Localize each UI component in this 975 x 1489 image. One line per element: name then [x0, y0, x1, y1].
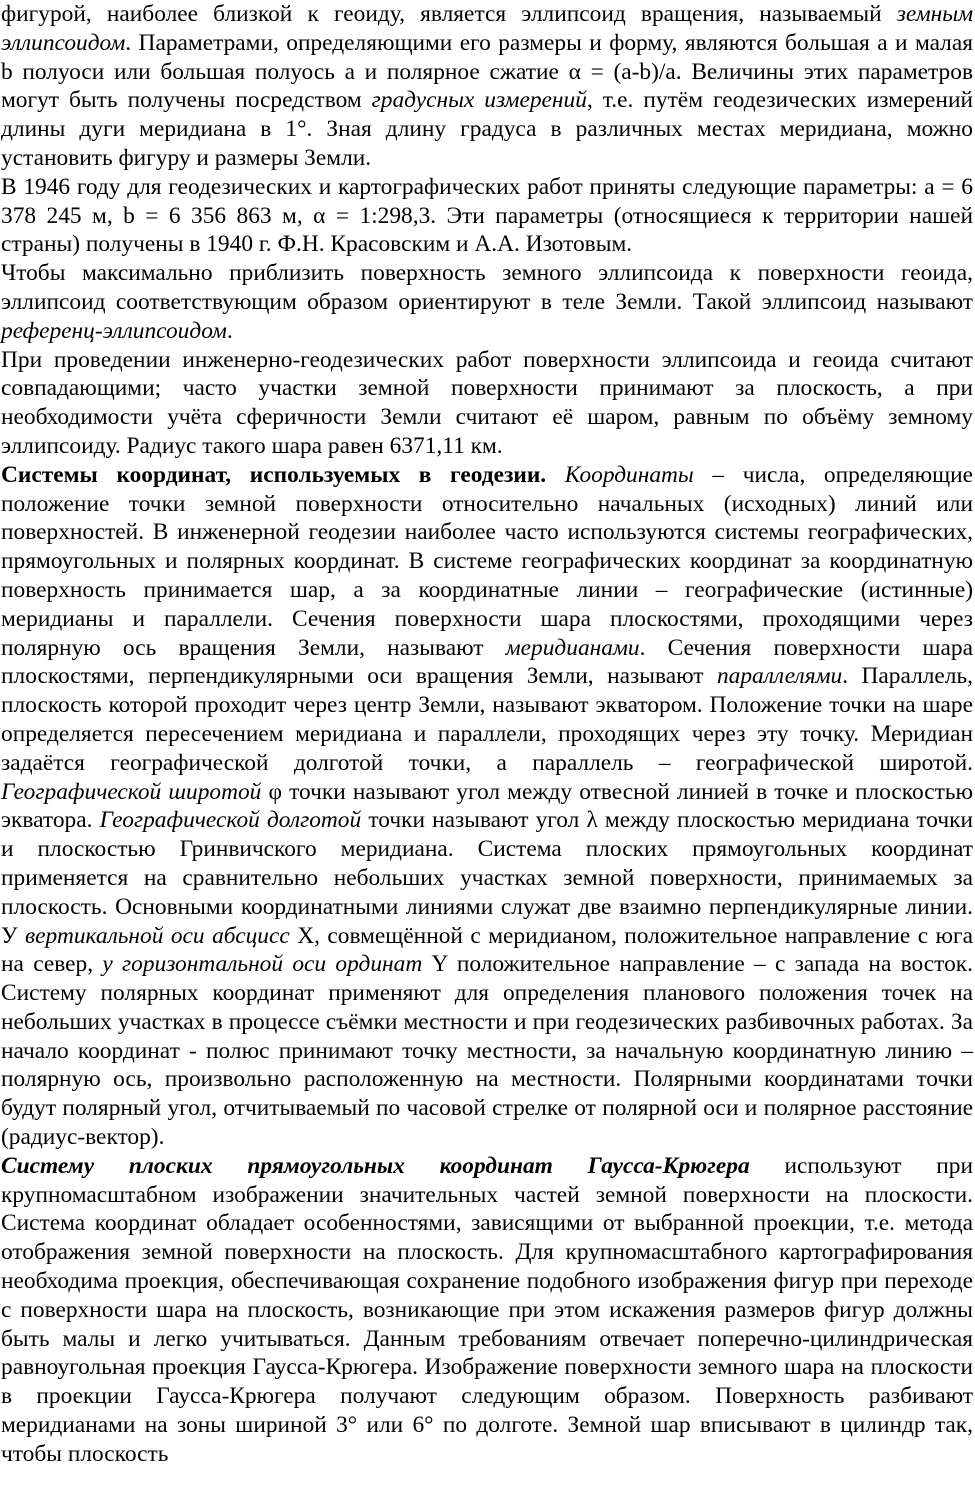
- text-run: .: [226, 317, 233, 344]
- term-meridians: меридианами: [505, 634, 640, 661]
- section-heading-coordinate-systems: Системы координат, используемых в геодезии.: [1, 461, 547, 488]
- paragraph-gauss-kruger: [1, 1152, 973, 1469]
- text-run: – числа, определяющие положение точки земной поверхности относительно начальных (исходных) линий или поверхностей. В инженерной геодезии наиболее часто используются системы географических, прямоугольных и полярных координат. В системе географических координат за координатную поверхность принимается шар, а за координатные линии – географические (истинные) меридианы и параллели. Сечения поверхности шара плоскостями, проходящими через полярную ось вращения Земли, называют: [1, 461, 973, 661]
- paragraph-reference-ellipsoid: [1, 259, 973, 345]
- term-geographic-longitude: Географической долготой: [99, 807, 362, 834]
- term-earth-ellipsoid: земным эллипсоидом: [1, 1, 973, 56]
- text-run: Чтобы максимально приблизить поверхность земного эллипсоида к поверхности геоида, эллипсоид соответствующим образом ориентируют в теле Земли. Такой эллипсоид называют: [1, 260, 973, 315]
- term-degree-measurements: градусных измерений: [371, 87, 587, 114]
- term-coordinates: Координаты: [564, 461, 694, 488]
- text-run: X, совмещённой с меридианом, положительное направление с юга на север,: [1, 922, 973, 978]
- text-run: фигурой, наиболее близкой к геоиду, является эллипсоид вращения, называемый: [1, 1, 897, 27]
- text-run: используют при крупномасштабном изображении значительных частей земной поверхности на плоскости. Система координат обладает особенностями, зависящими от выбранной проекции, т.е. метода отображения земной поверхности на плоскость. Для крупномасштабного картографирования необходима проекция, обеспечивающая сохранение подобного изображения фигур при переходе с поверхности шара на плоскость, возникающие при этом искажения размеров фигур должны быть малы и легко учитываться. Данным требованиям отвечает поперечно-цилиндрическая равноугольная проекция Гаусса-Крюгера. Изображение поверхности земного шара на плоскости в проекции Гаусса-Крюгера получают следующим образом. Поверхность разбивают меридианами на зоны шириной 3° или 6° по долготе. Земной шар вписывают в цилиндр так, чтобы плоскость: [1, 1152, 973, 1467]
- text-run: При проведении инженерно-геодезических работ поверхности эллипсоида и геоида считают совпадающими; часто участки земной поверхности принимают за плоскость, а при необходимости учёта сферичности Земли считают её шаром, равным по объёму земному эллипсоиду. Радиус такого шара равен 6371,11 км.: [1, 346, 973, 459]
- paragraph-coordinate-systems: [1, 461, 973, 1152]
- term-abscissa-axis: вертикальной оси абсцисс: [25, 922, 290, 949]
- paragraph-earth-ellipsoid: [1, 0, 973, 173]
- text-run: , т.е. путём геодезических измерений длины дуги меридиана в 1°. Зная длину градуса в различных местах меридиана, можно установить фигуру и размеры Земли.: [1, 87, 973, 171]
- text-run: . Параметрами, определяющими его размеры и форму, являются большая a и малая b полуоси или большая полуось a и полярное сжатие α = (a-b)/a. Величины этих параметров могут быть получены посредством: [1, 29, 973, 114]
- text-run: . Параллель, плоскость которой проходит через центр Земли, называют экватором. Положение точки на шаре определяется пересечением меридиана и параллели, проходящих через эту точку. Меридиан задаётся географической долготой точки, а параллель – географической широтой.: [1, 663, 973, 776]
- text-run: φ точки называют угол между отвесной линией в точке и плоскостью экватора.: [1, 778, 973, 834]
- term-ordinate-axis: у горизонтальной оси ординат: [102, 951, 423, 978]
- term-gauss-kruger-system: Систему плоских прямоугольных координат Гаусса-Крюгера: [1, 1152, 750, 1179]
- text-run: В 1946 году для геодезических и картографических работ приняты следующие параметры: a = 6 378 245 м, b = 6 356 863 м, α = 1:298,3. Эти параметры (относящиеся к территории нашей страны) получены в 1940 г. Ф.Н. Красовским и А.А. Изотовым.: [1, 173, 973, 258]
- text-run: [546, 462, 565, 488]
- text-run: . Сечения поверхности шара плоскостями, перпендикулярными оси вращения Земли, называют: [1, 634, 973, 690]
- term-parallels: параллелями: [716, 663, 843, 690]
- text-run: точки называют угол λ между плоскостью меридиана точки и плоскостью Гринвичского меридиана. Система плоских прямоугольных координат применяется на сравнительно небольших участках земной поверхности, принимаемых за плоскость. Основными координатными линиями служат две взаимно перпендикулярные линии. У: [1, 807, 973, 949]
- term-geographic-latitude: Географической широтой: [1, 778, 262, 805]
- text-run: Y положительное направление – с запада на восток. Систему полярных координат применяют для определения планового положения точек на небольших участках в процессе съёмки местности и при геодезических разбивочных работах. За начало координат - полюс принимают точку местности, за начальную координатную линию – полярную ось, произвольно расположенную на местности. Полярными координатами точки будут полярный угол, отчитываемый по часовой стрелке от полярной оси и полярное расстояние (радиус-вектор).: [1, 951, 973, 1151]
- term-reference-ellipsoid: референц-эллипсоидом: [1, 317, 227, 344]
- paragraph-1946-parameters: [1, 173, 973, 259]
- paragraph-engineering-surveys: [1, 346, 973, 461]
